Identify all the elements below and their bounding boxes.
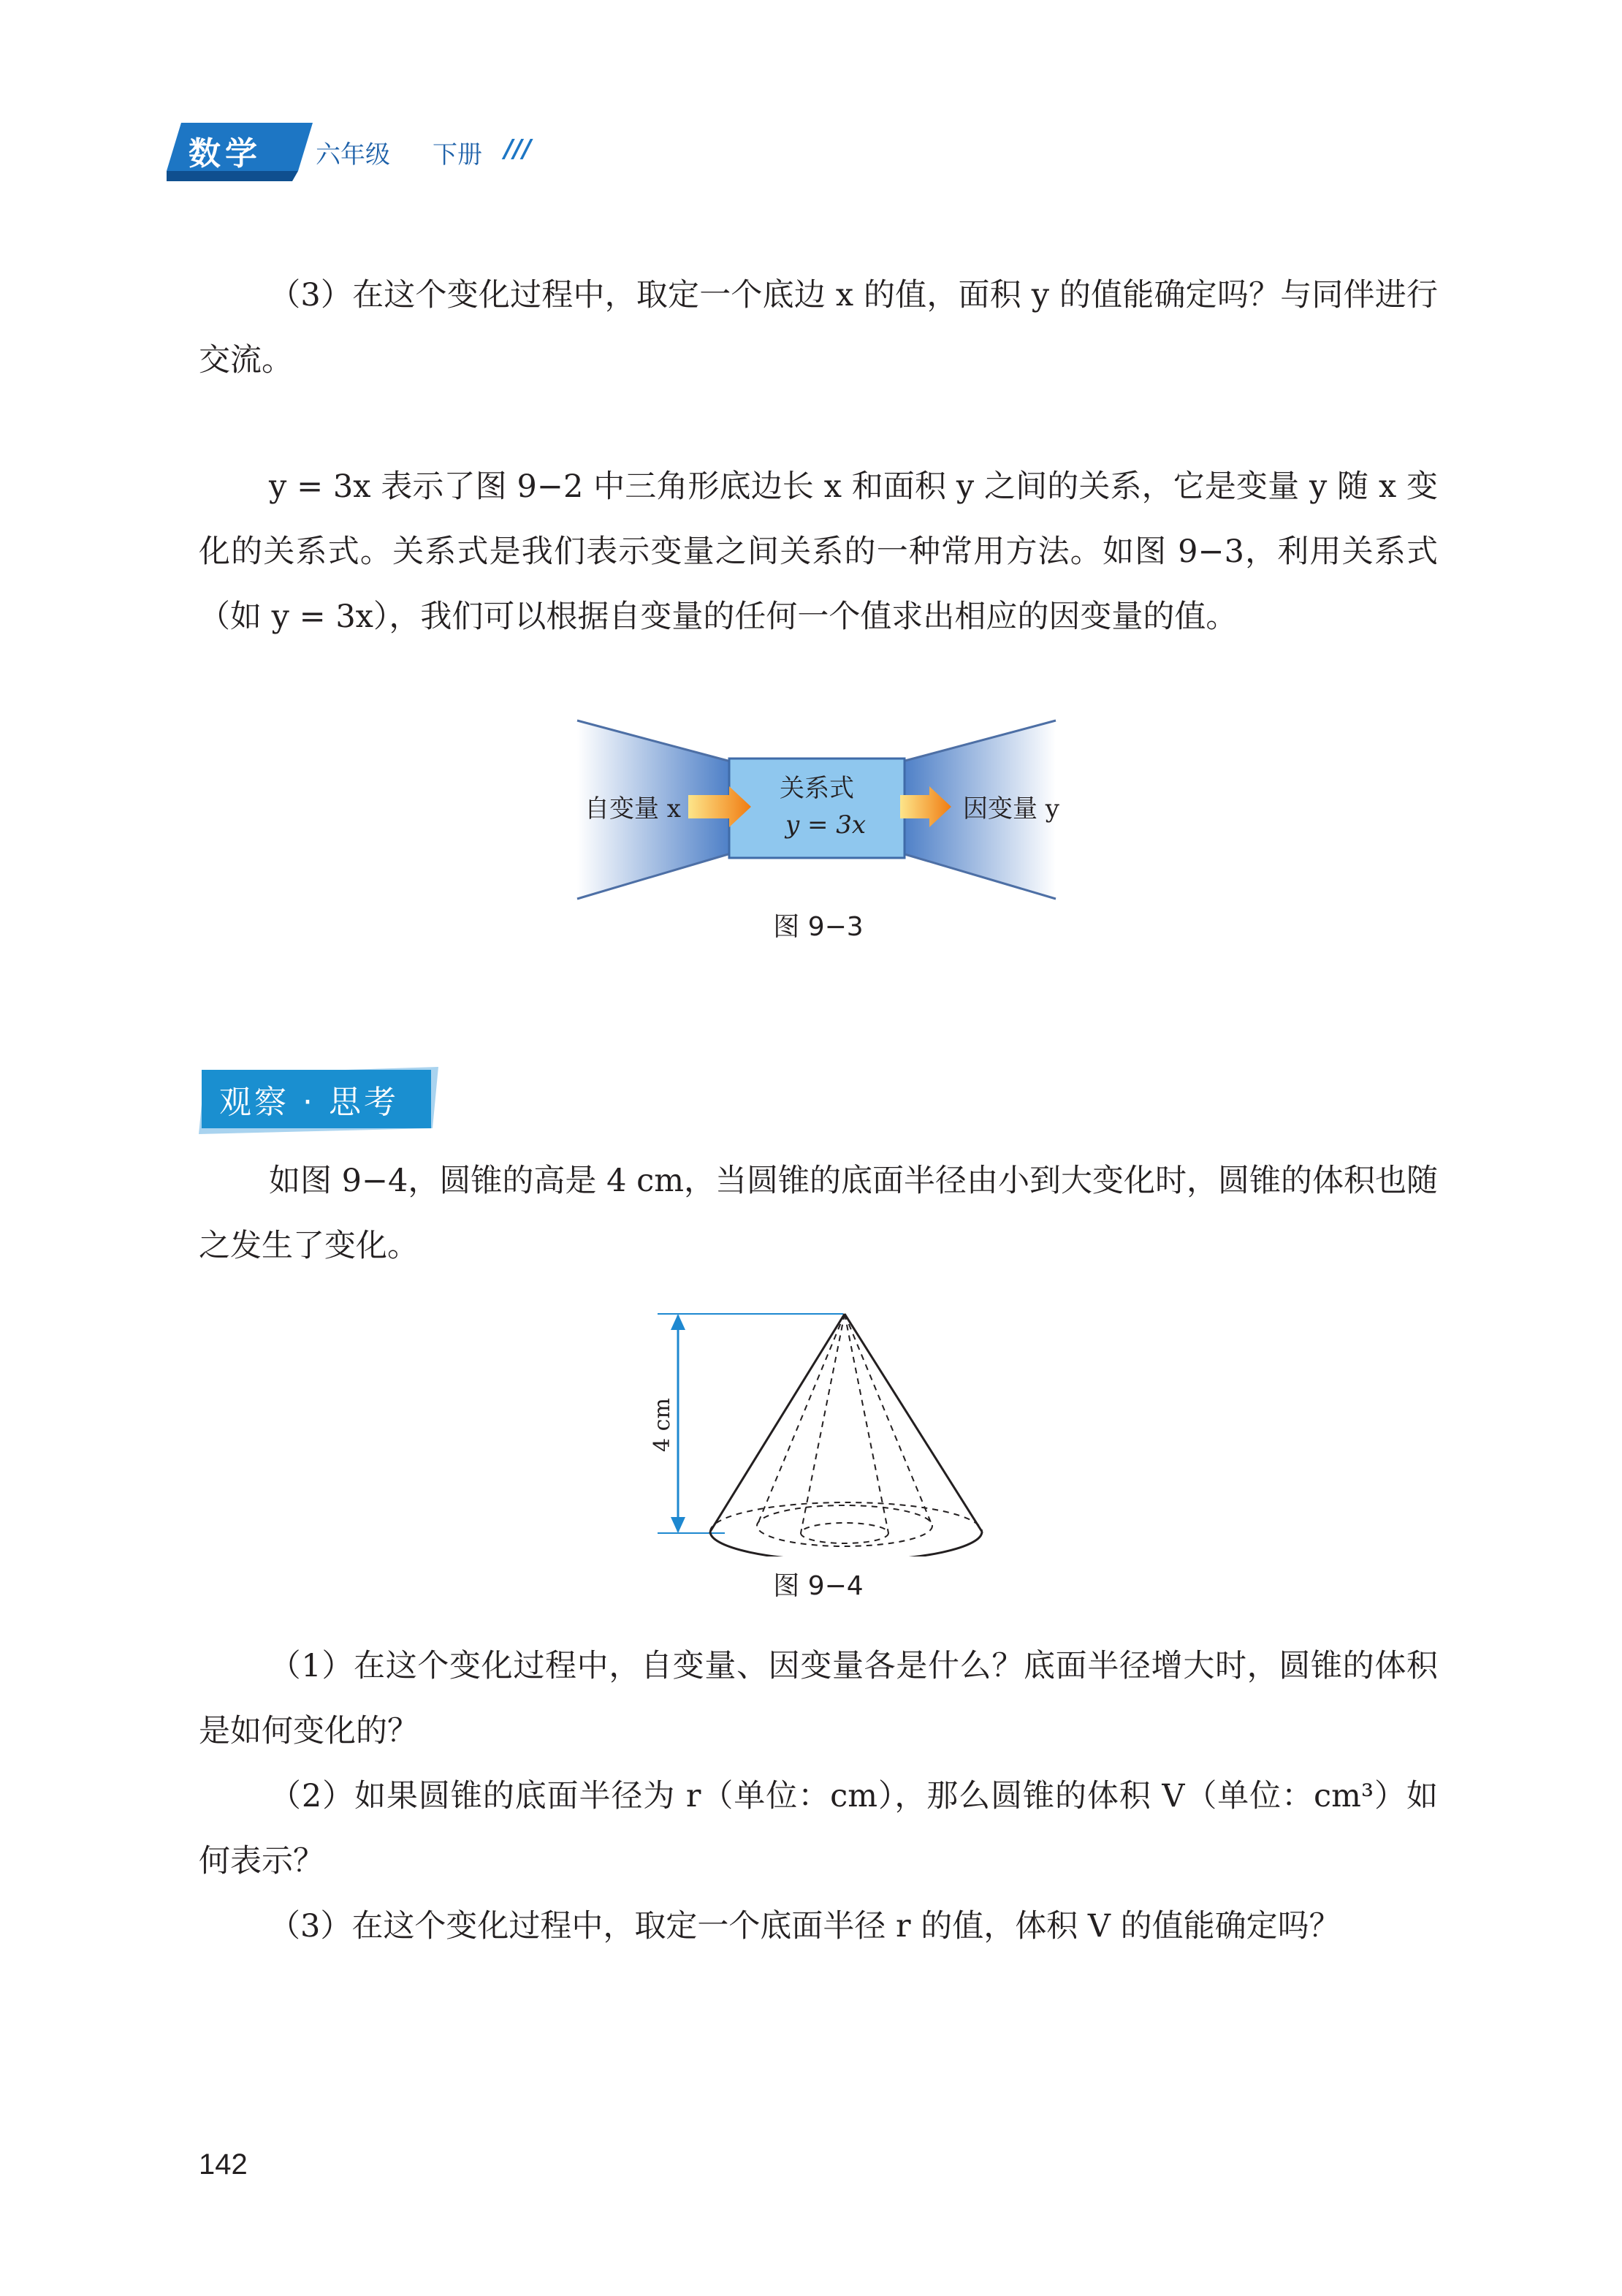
figure-9-4-cone [643, 1301, 1008, 1556]
figure-9-3-caption: 图 9−3 [773, 912, 864, 942]
box-title: 关系式 [780, 774, 854, 803]
section-title: 观察 · 思考 [219, 1084, 399, 1121]
input-label: 自变量 x [585, 794, 681, 824]
page-number: 142 [199, 2148, 248, 2181]
question-3-triangle: （3）在这个变化过程中，取定一个底边 x 的值，面积 y 的值能确定吗？与同伴进行交流。 [199, 277, 1438, 379]
output-label: 因变量 y [963, 794, 1060, 824]
question-3: （3）在这个变化过程中，取定一个底面半径 r 的值，体积 V 的值能确定吗？ [269, 1908, 1341, 1945]
header-slashes: /// [504, 134, 532, 164]
header-volume: 下册 [433, 140, 482, 170]
paragraph-relation: y = 3x 表示了图 9−2 中三角形底边长 x 和面积 y 之间的关系，它是变量 y 随 x 变化的关系式。关系式是我们表示变量之间关系的一种常用方法。如图 9−3，利用关系式（如 y = 3x），我们可以根据自变量的任何一个值求出相应的因变量的值。 [199, 468, 1438, 635]
question-1: （1）在这个变化过程中，自变量、因变量各是什么？底面半径增大时，圆锥的体积是如何变化的？ [199, 1648, 1438, 1749]
box-formula: y = 3x [785, 810, 867, 840]
paragraph-cone-intro: 如图 9−4，圆锥的高是 4 cm，当圆锥的底面半径由小到大变化时，圆锥的体积也随之发生了变化。 [199, 1163, 1438, 1264]
question-2: （2）如果圆锥的底面半径为 r（单位：cm），那么圆锥的体积 V（单位：cm³）如何表示？ [199, 1778, 1438, 1879]
header-subject: 数学 [189, 135, 262, 172]
figure-9-4-caption: 图 9−4 [773, 1571, 864, 1601]
figure-9-3-diagram [570, 716, 1067, 913]
height-label: 4 cm [650, 1398, 675, 1452]
header-grade: 六年级 [316, 140, 390, 170]
